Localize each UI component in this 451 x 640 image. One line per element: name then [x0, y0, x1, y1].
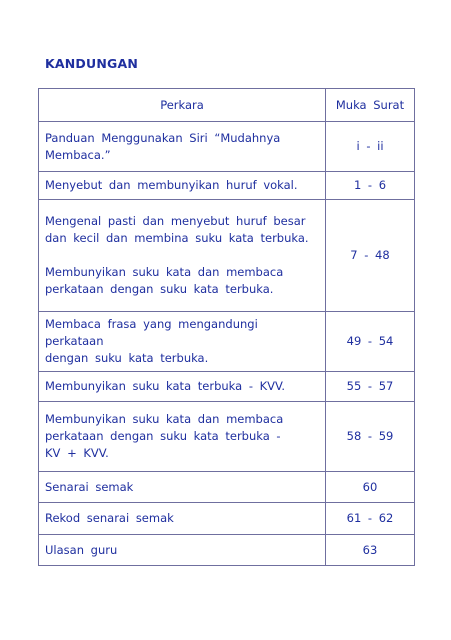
row-page: i - ii [326, 122, 415, 172]
row-page: 58 - 59 [326, 402, 415, 472]
row-item-line: Rekod senarai semak [45, 511, 174, 525]
contents-table [38, 88, 415, 566]
row-item-line: Membunyikan suku kata dan membaca [45, 265, 284, 279]
row-item [39, 172, 326, 200]
row-page: 61 - 62 [326, 503, 415, 535]
row-item [39, 122, 326, 172]
row-page: 1 - 6 [326, 172, 415, 200]
row-page: 49 - 54 [326, 312, 415, 372]
row-item-line: perkataan dengan suku kata terbuka - [45, 429, 281, 443]
row-page: 60 [326, 472, 415, 503]
row-item-line: Mengenal pasti dan menyebut huruf besar [45, 214, 306, 228]
table-row [39, 172, 415, 200]
row-page: 7 - 48 [326, 200, 415, 312]
table-row [39, 402, 415, 472]
row-item-line: dengan suku kata terbuka. [45, 351, 209, 365]
row-page: 55 - 57 [326, 372, 415, 402]
header-perkara: Perkara [39, 89, 326, 122]
row-item-line: Membaca.” [45, 147, 111, 162]
table-row [39, 472, 415, 503]
row-item [39, 200, 326, 312]
row-item [39, 312, 326, 372]
row-item-line: Membunyikan suku kata dan membaca [45, 412, 284, 426]
table-row [39, 535, 415, 566]
page-title: KANDUNGAN [45, 56, 139, 71]
row-item-line: Menyebut dan membunyikan huruf vokal. [45, 178, 298, 192]
table-header-row [39, 89, 415, 122]
row-item-line: Senarai semak [45, 479, 134, 494]
paragraph-gap [45, 247, 321, 264]
row-item [39, 535, 326, 566]
row-page: 63 [326, 535, 415, 566]
row-item-line: KV + KVV. [45, 446, 109, 460]
row-item [39, 503, 326, 535]
table-row [39, 372, 415, 402]
table-row [39, 200, 415, 312]
row-item-line: Membaca frasa yang mengandungi perkataan [45, 317, 258, 348]
row-item [39, 472, 326, 503]
table-row [39, 503, 415, 535]
row-item [39, 372, 326, 402]
header-muka-surat: Muka Surat [326, 89, 415, 122]
table-row [39, 312, 415, 372]
table-row [39, 122, 415, 172]
row-item-line: Panduan Menggunakan Siri “Mudahnya [45, 130, 281, 145]
row-item-line: dan kecil dan membina suku kata terbuka. [45, 231, 309, 245]
row-item-line: Ulasan guru [45, 542, 118, 557]
row-item-line: Membunyikan suku kata terbuka - KVV. [45, 379, 286, 393]
row-item-line: perkataan dengan suku kata terbuka. [45, 282, 274, 296]
row-item [39, 402, 326, 472]
